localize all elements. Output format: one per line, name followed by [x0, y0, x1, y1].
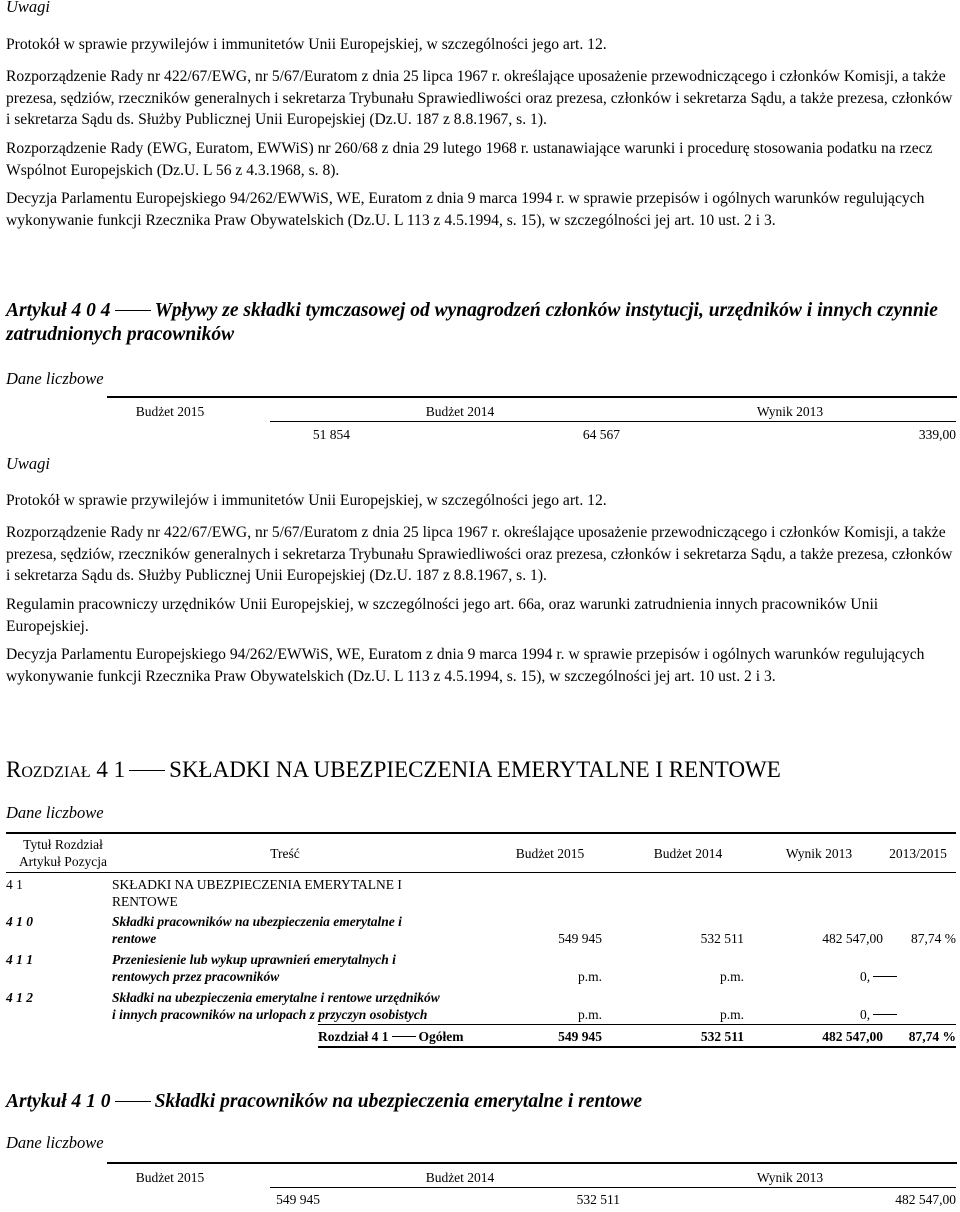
- header-artykul-pozycja: Artykuł Pozycja: [18, 854, 108, 869]
- header-budzet-2015: Budżet 2015: [135, 404, 205, 419]
- uwagi-label: Uwagi: [6, 454, 51, 473]
- header-budzet-2014: Budżet 2014: [425, 1170, 495, 1185]
- legal-basis-paragraph: Rozporządzenie Rady nr 422/67/EWG, nr 5/67/Euratom z dnia 25 lipca 1967 r. określające uposażenie przewodniczącego i członków Komisji, a także prezesa, sędziów, rzeczników generalnych i sekretarza Trybunału Sprawiedliwości oraz prezesa, członków i sekretarza Sądu, a także prezesa, członków i sekretarza Sądu ds. Służby Publicznej Unii Europejskiej (Dz.U. 187 z 8.8.1967, s. 1).: [6, 524, 953, 584]
- cell-2013-2015: 87,74 %: [911, 931, 956, 946]
- value-budzet-2014: 64 567: [582, 427, 620, 442]
- total-budzet-2014: 532 511: [700, 1029, 744, 1044]
- header-budzet-2015: Budżet 2015: [135, 1170, 205, 1185]
- row-code: 4 1 0: [6, 914, 33, 929]
- legal-basis-paragraph: Rozporządzenie Rady nr 422/67/EWG, nr 5/67/Euratom z dnia 25 lipca 1967 r. określające uposażenie przewodniczącego i członków Komisji, a także prezesa, sędziów, rzeczników generalnych i sekretarza Trybunału Sprawiedliwości oraz prezesa, członków i sekretarza Sądu, a także prezesa, członków i sekretarza Sądu ds. Służby Publicznej Unii Europejskiej (Dz.U. 187 z 8.8.1967, s. 1).: [6, 68, 953, 128]
- value-budzet-2014: 532 511: [576, 1192, 620, 1207]
- header-budzet-2014: Budżet 2014: [425, 404, 495, 419]
- article-404-heading: [6, 299, 956, 347]
- dane-liczbowe-label: Dane liczbowe: [6, 1133, 104, 1152]
- chapter-title: SKŁADKI NA UBEZPIECZENIA EMERYTALNE I RENTOWE: [169, 757, 781, 782]
- header-divider: [270, 421, 956, 422]
- row-text: Przeniesienie lub wykup uprawnień emerytalnych i rentowych przez pracowników: [112, 952, 396, 984]
- cell-budzet-2015: 549 945: [558, 931, 602, 946]
- header-budzet-2015: Budżet 2015: [515, 846, 585, 861]
- article-number: Artykuł 4 1 0: [6, 1091, 111, 1112]
- row-text: SKŁADKI NA UBEZPIECZENIA EMERYTALNE I RENTOWE: [112, 877, 402, 909]
- table-top-rule: [107, 396, 957, 398]
- chapter-41-heading: [6, 756, 781, 784]
- chapter-prefix: Rozdział: [6, 757, 91, 782]
- article-number: Artykuł 4 0 4: [6, 300, 111, 321]
- dane-liczbowe-label: Dane liczbowe: [6, 803, 104, 822]
- legal-basis-paragraph: Decyzja Parlamentu Europejskiego 94/262/EWWiS, WE, Euratom z dnia 9 marca 1994 r. w sprawie przepisów i ogólnych warunków regulujących wykonywanie funkcji Rzecznika Praw Obywatelskich (Dz.U. L 113 z 4.5.1994, s. 15), w szczególności jej art. 10 ust. 2 i 3.: [6, 646, 925, 685]
- total-label: Rozdział 4 1 Ogółem: [318, 1029, 464, 1044]
- legal-basis-paragraph: Protokół w sprawie przywilejów i immunitetów Unii Europejskiej, w szczególności jego art. 12.: [6, 492, 607, 509]
- cell-budzet-2015: p.m.: [577, 969, 602, 984]
- value-budzet-2015: 549 945: [276, 1192, 320, 1207]
- uwagi-label: Uwagi: [6, 0, 51, 16]
- cell-wynik-2013: 0,: [860, 1006, 900, 1023]
- total-wynik-2013: 482 547,00: [822, 1029, 883, 1044]
- header-budzet-2014: Budżet 2014: [653, 846, 723, 861]
- value-wynik-2013: 339,00: [918, 427, 956, 442]
- cell-wynik-2013: 482 547,00: [822, 931, 883, 946]
- chapter-number: 4 1: [96, 757, 126, 782]
- header-wynik-2013: Wynik 2013: [756, 404, 824, 419]
- article-410-heading: [6, 1090, 956, 1114]
- table-bottom-rule: [318, 1046, 956, 1048]
- legal-basis-paragraph: Rozporządzenie Rady (EWG, Euratom, EWWiS) nr 260/68 z dnia 29 lutego 1968 r. ustanawiające warunki i procedurę stosowania podatku na rzecz Wspólnot Europejskich (Dz.U. L 56 z 4.3.1968, s. 8).: [6, 140, 933, 179]
- total-2013-2015: 87,74 %: [908, 1029, 956, 1044]
- header-2013-2015: 2013/2015: [889, 846, 947, 861]
- article-title: Wpływy ze składki tymczasowej od wynagrodzeń członków instytucji, urzędników i innych czynnie zatrudnionych pracowników: [6, 300, 938, 345]
- row-code: 4 1 1: [6, 952, 33, 967]
- legal-basis-paragraph: Protokół w sprawie przywilejów i immunitetów Unii Europejskiej, w szczególności jego art. 12.: [6, 36, 607, 53]
- table-top-rule: [107, 1162, 957, 1164]
- article-title: Składki pracowników na ubezpieczenia emerytalne i rentowe: [154, 1091, 643, 1112]
- legal-basis-paragraph: Decyzja Parlamentu Europejskiego 94/262/EWWiS, WE, Euratom z dnia 9 marca 1994 r. w sprawie przepisów i ogólnych warunków regulujących wykonywanie funkcji Rzecznika Praw Obywatelskich (Dz.U. L 113 z 4.5.1994, s. 15), w szczególności jej art. 10 ust. 2 i 3.: [6, 190, 925, 229]
- row-text: Składki pracowników na ubezpieczenia emerytalne i rentowe: [112, 914, 402, 946]
- cell-budzet-2014: 532 511: [700, 931, 744, 946]
- header-wynik-2013: Wynik 2013: [785, 846, 853, 861]
- header-divider: [6, 872, 956, 873]
- row-text: Składki na ubezpieczenia emerytalne i rentowe urzędników i innych pracowników na urlopach z przyczyn osobistych: [112, 990, 440, 1022]
- value-wynik-2013: 482 547,00: [895, 1192, 956, 1207]
- table-top-rule: [6, 832, 956, 834]
- row-code: 4 1: [6, 877, 23, 892]
- row-code: 4 1 2: [6, 990, 33, 1005]
- header-wynik-2013: Wynik 2013: [756, 1170, 824, 1185]
- cell-budzet-2014: p.m.: [719, 969, 744, 984]
- cell-budzet-2014: p.m.: [719, 1007, 744, 1022]
- header-tytul-rozdzial: Tytuł Rozdział: [23, 837, 103, 852]
- value-budzet-2015: 51 854: [312, 427, 350, 442]
- dane-liczbowe-label: Dane liczbowe: [6, 369, 104, 388]
- cell-budzet-2015: p.m.: [577, 1007, 602, 1022]
- header-tresc: Treść: [270, 846, 300, 861]
- total-budzet-2015: 549 945: [558, 1029, 602, 1044]
- header-divider: [270, 1187, 956, 1188]
- legal-basis-paragraph: Regulamin pracowniczy urzędników Unii Europejskiej, w szczególności jego art. 66a, oraz warunki zatrudnienia innych pracowników Unii Europejskiej.: [6, 596, 879, 635]
- cell-wynik-2013: 0,: [860, 968, 900, 985]
- total-divider: [318, 1024, 956, 1025]
